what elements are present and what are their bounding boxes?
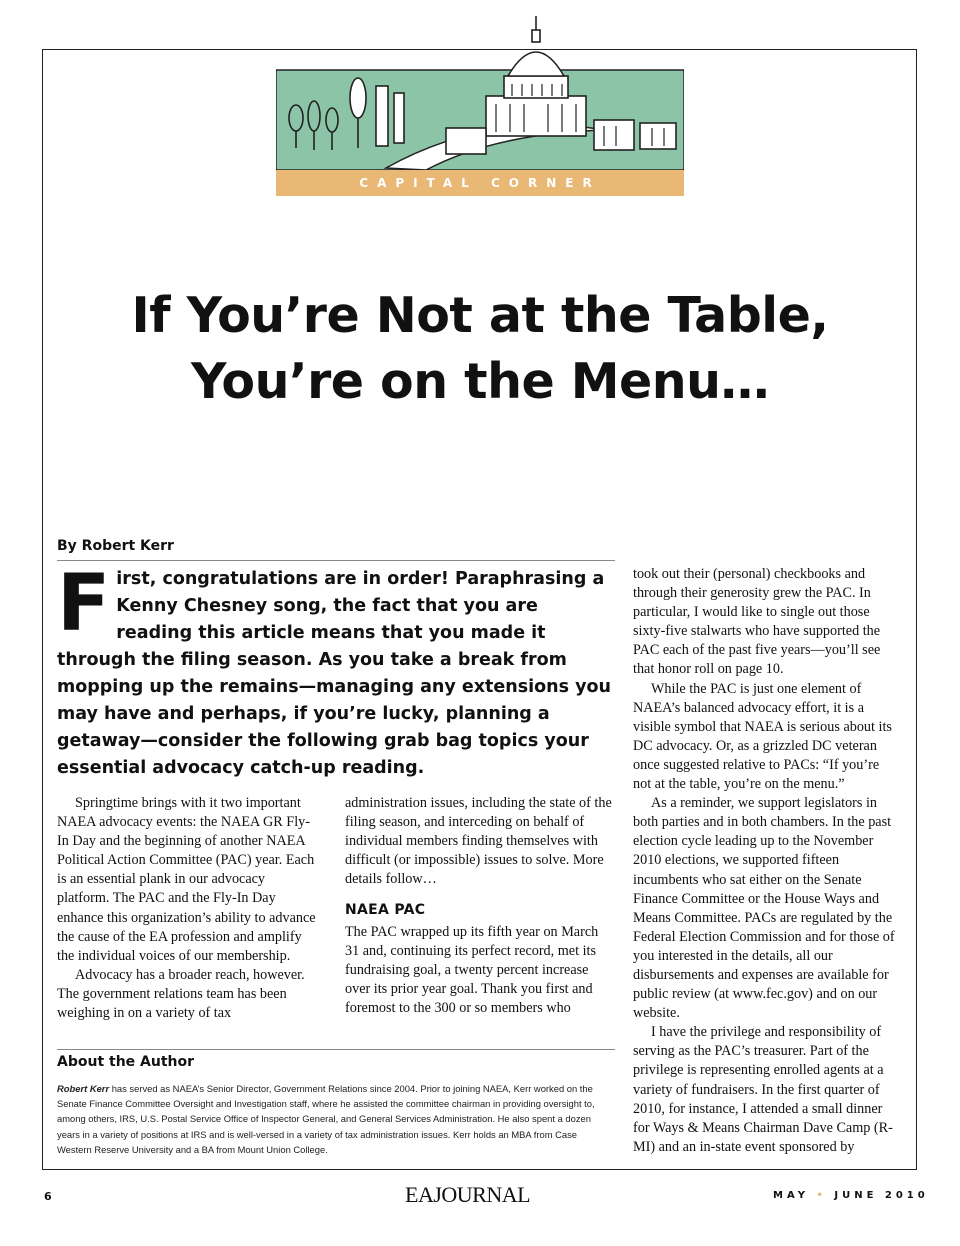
issue-month: MAY bbox=[773, 1190, 809, 1201]
headline-line-2: You’re on the Menu… bbox=[190, 353, 770, 410]
author-name: Robert Kerr bbox=[57, 1083, 110, 1094]
author-bio-text: has served as NAEA’s Senior Director, Government Relations since 2004. Prior to joining NAEA, Kerr worked on the Senate Finance Committee Oversight and Investigation staff, where he assisted the committee chairman in providing oversight to, among others, IRS, U.S. Postal Service Office of Inspector General, and General Services Administration. He also spent a dozen years in a variety of positions at IRS and is well-versed in a variety of tax administration issues. Kerr holds an MBA from Case Western Reserve University and a BA from Mount Union College. bbox=[57, 1083, 595, 1155]
drop-cap: F bbox=[57, 559, 111, 649]
article-headline bbox=[60, 283, 900, 415]
paragraph: Advocacy has a broader reach, however. The government relations team has been weighing in on a variety of tax bbox=[57, 966, 305, 1022]
paragraph: As a reminder, we support legislators in both parties and in both chambers. In the past election cycle leading up to the November 2010 elections, we supported fifteen incumbents who sat either on the Senate Finance Committee or the House Ways and Means Committee. PACs are regulated by the Federal Election Commission and for those of you interested in the details, all our disbursements and expenses are available for public review (at www.fec.gov) and on our website. bbox=[633, 795, 895, 1022]
column-3 bbox=[633, 565, 899, 1157]
section-label: CAPITAL CORNER bbox=[276, 170, 684, 196]
about-author-heading: About the Author bbox=[57, 1054, 195, 1070]
column-1 bbox=[57, 794, 319, 1023]
issue-rest: JUNE 2010 bbox=[834, 1190, 929, 1201]
divider bbox=[57, 1049, 615, 1050]
author-bio bbox=[57, 1081, 607, 1157]
page-number: 6 bbox=[44, 1190, 52, 1203]
paragraph: While the PAC is just one element of NAEA’s balanced advocacy effort, it is a visible symbol that NAEA is serious about its DC advocacy. Or, as a grizzled DC veteran once suggested relative to PACs: “If you’re not at the table, you’re on the menu.” bbox=[633, 680, 892, 793]
paragraph: Springtime brings with it two important NAEA advocacy events: the NAEA GR Fly-In Day and the beginning of another NAEA Political Action Committee (PAC) year. Each is an essential plank in our advocacy platform. The PAC and the Fly-In Day enhance this organization’s ability to advance the cause of the EA profession and amplify the individual voices of our membership. bbox=[57, 795, 316, 964]
paragraph: The PAC wrapped up its fifth year on March 31 and, continuing its perfect record, met its fundraising goal, a twenty percent increase over its prior year goal. Thank you first and foremost to the 300 or so members who bbox=[345, 923, 599, 1016]
paragraph: took out their (personal) checkbooks and through their generosity grew the PAC. In particular, I would like to single out those sixty-five stalwarts who have supported the PAC each of the past five years—you’ll see that honor roll on page 10. bbox=[633, 566, 881, 678]
headline-line-1: If You’re Not at the Table, bbox=[131, 287, 829, 344]
section-subhead: NAEA PAC bbox=[345, 902, 426, 919]
lede-paragraph bbox=[57, 559, 617, 782]
lede-text: irst, congratulations are in order! Paraphrasing a Kenny Chesney song, the fact that you are reading this article means that you made it through the filing season. As you take a break from mopping up the remains—managing any extensions you may have and perhaps, if you’re lucky, planning a getaway—consider the following grab bag topics your essential advocacy catch-up reading. bbox=[57, 569, 611, 778]
issue-date bbox=[773, 1190, 929, 1201]
paragraph: administration issues, including the state of the filing season, and interceding on behalf of individual members finding themselves with difficult (or impossible) issues to solve. More details follow… bbox=[345, 795, 612, 888]
ea-journal-logo: EAJOURNAL bbox=[405, 1182, 531, 1207]
byline: By Robert Kerr bbox=[57, 538, 174, 554]
column-2 bbox=[345, 794, 615, 1018]
divider bbox=[57, 560, 615, 561]
separator-dot: • bbox=[816, 1190, 827, 1201]
paragraph: I have the privilege and responsibility of serving as the PAC’s treasurer. Part of the privilege is representing enrolled agents at a variety of fundraisers. In the first quarter of 2010, for instance, I attended a small dinner for Ways & Means Chairman Dave Camp (R-MI) and an in-state event sponsored by bbox=[633, 1024, 893, 1155]
